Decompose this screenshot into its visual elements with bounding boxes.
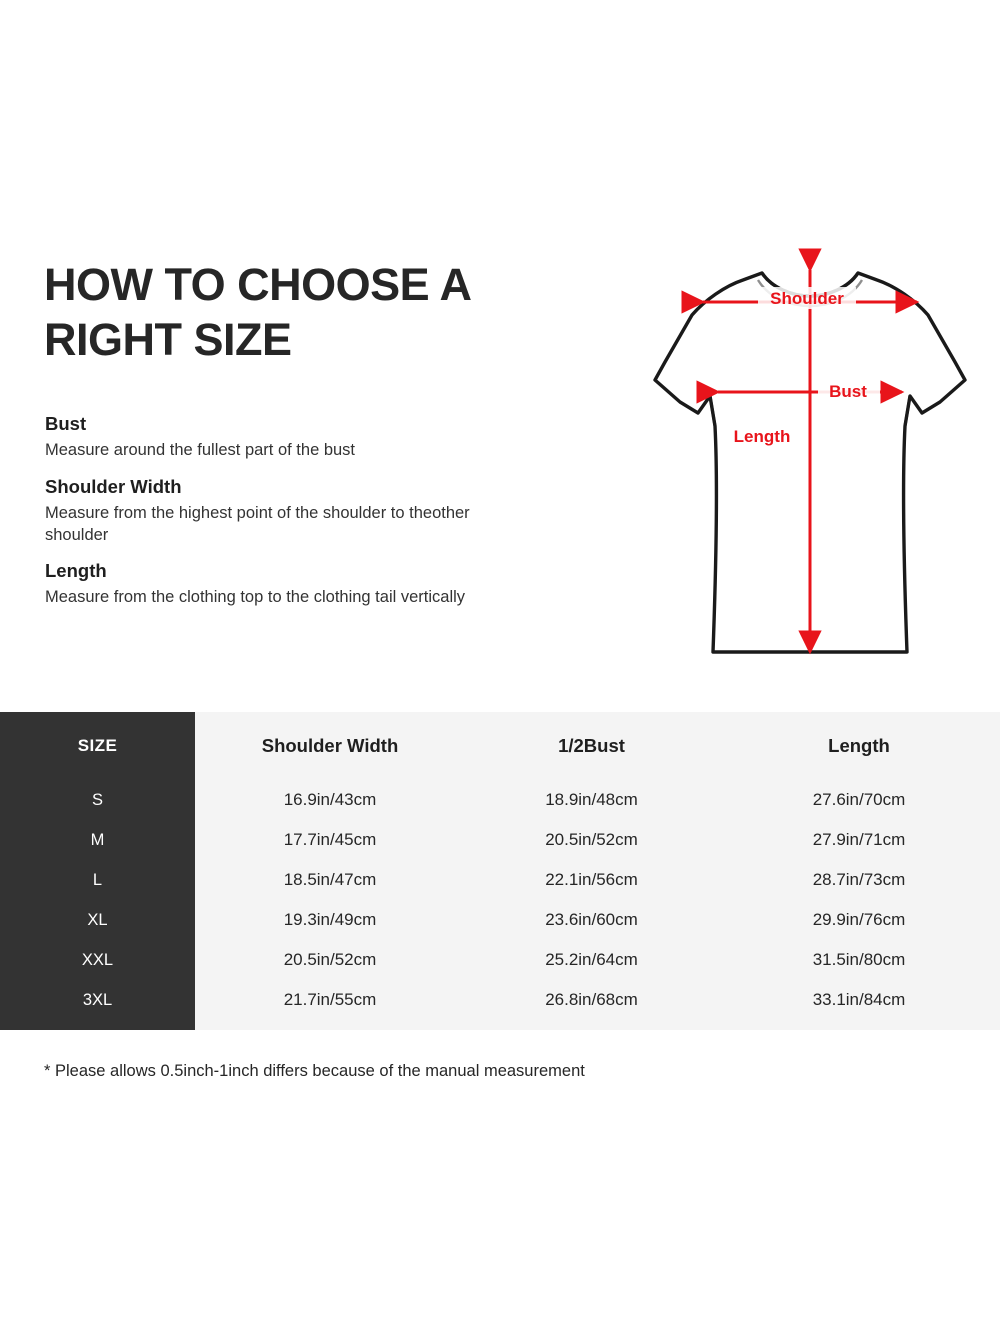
size-chart-table <box>0 712 1000 1020</box>
column-header-size: SIZE <box>77 736 118 755</box>
cell-shoulder-width: 19.3in/49cm <box>283 910 377 929</box>
cell-half-bust: 22.1in/56cm <box>545 870 638 889</box>
cell-shoulder-width: 16.9in/43cm <box>283 790 377 809</box>
definition-description: Measure from the highest point of the shoulder to theother shoulder <box>45 503 470 544</box>
measurement-footnote: * Please allows 0.5inch-1inch differs because of the manual measurement <box>44 1062 585 1080</box>
page-title: HOW TO CHOOSE A RIGHT SIZE <box>44 259 470 365</box>
cell-half-bust: 20.5in/52cm <box>545 830 638 849</box>
cell-half-bust: 23.6in/60cm <box>545 910 638 929</box>
cell-size: XL <box>87 910 108 929</box>
cell-length: 33.1in/84cm <box>812 990 906 1009</box>
definition-length <box>45 560 515 609</box>
definition-term: Length <box>45 560 107 582</box>
length-arrow-label: Length <box>733 427 791 446</box>
table-row <box>0 860 1000 900</box>
table-row <box>0 780 1000 820</box>
definition-bust <box>45 413 515 462</box>
measurement-definitions <box>45 413 515 623</box>
cell-shoulder-width: 17.7in/45cm <box>283 830 377 849</box>
definition-term: Bust <box>45 413 87 434</box>
definition-term: Shoulder Width <box>45 475 182 497</box>
table-header-row <box>0 712 1000 780</box>
cell-shoulder-width: 18.5in/47cm <box>283 870 377 889</box>
cell-size: L <box>92 870 103 889</box>
bust-arrow-label: Bust <box>829 382 867 401</box>
cell-length: 28.7in/73cm <box>812 870 906 889</box>
cell-size: S <box>91 790 103 809</box>
cell-half-bust: 18.9in/48cm <box>545 790 638 809</box>
table-row <box>0 900 1000 940</box>
definition-shoulder-width <box>45 476 515 547</box>
size-table-area <box>0 712 1000 1030</box>
cell-length: 31.5in/80cm <box>812 950 906 969</box>
cell-shoulder-width: 21.7in/55cm <box>283 990 377 1009</box>
table-row <box>0 980 1000 1020</box>
cell-length: 29.9in/76cm <box>812 910 906 929</box>
column-header-length: Length <box>828 735 890 756</box>
definition-description: Measure around the fullest part of the bust <box>45 441 356 459</box>
cell-size: 3XL <box>82 990 113 1009</box>
definition-description: Measure from the clothing top to the clothing tail vertically <box>45 588 466 607</box>
tshirt-diagram <box>500 240 990 690</box>
cell-half-bust: 25.2in/64cm <box>545 950 638 969</box>
cell-half-bust: 26.8in/68cm <box>545 990 638 1009</box>
cell-length: 27.9in/71cm <box>812 830 906 849</box>
cell-shoulder-width: 20.5in/52cm <box>283 950 377 969</box>
shoulder-arrow-label: Shoulder <box>770 289 844 308</box>
table-row <box>0 820 1000 860</box>
column-header-half-bust: 1/2Bust <box>558 735 625 756</box>
column-header-shoulder-width: Shoulder Width <box>261 735 399 756</box>
table-row <box>0 940 1000 980</box>
cell-size: XXL <box>81 950 114 969</box>
cell-length: 27.6in/70cm <box>812 790 906 809</box>
cell-size: M <box>90 830 105 849</box>
